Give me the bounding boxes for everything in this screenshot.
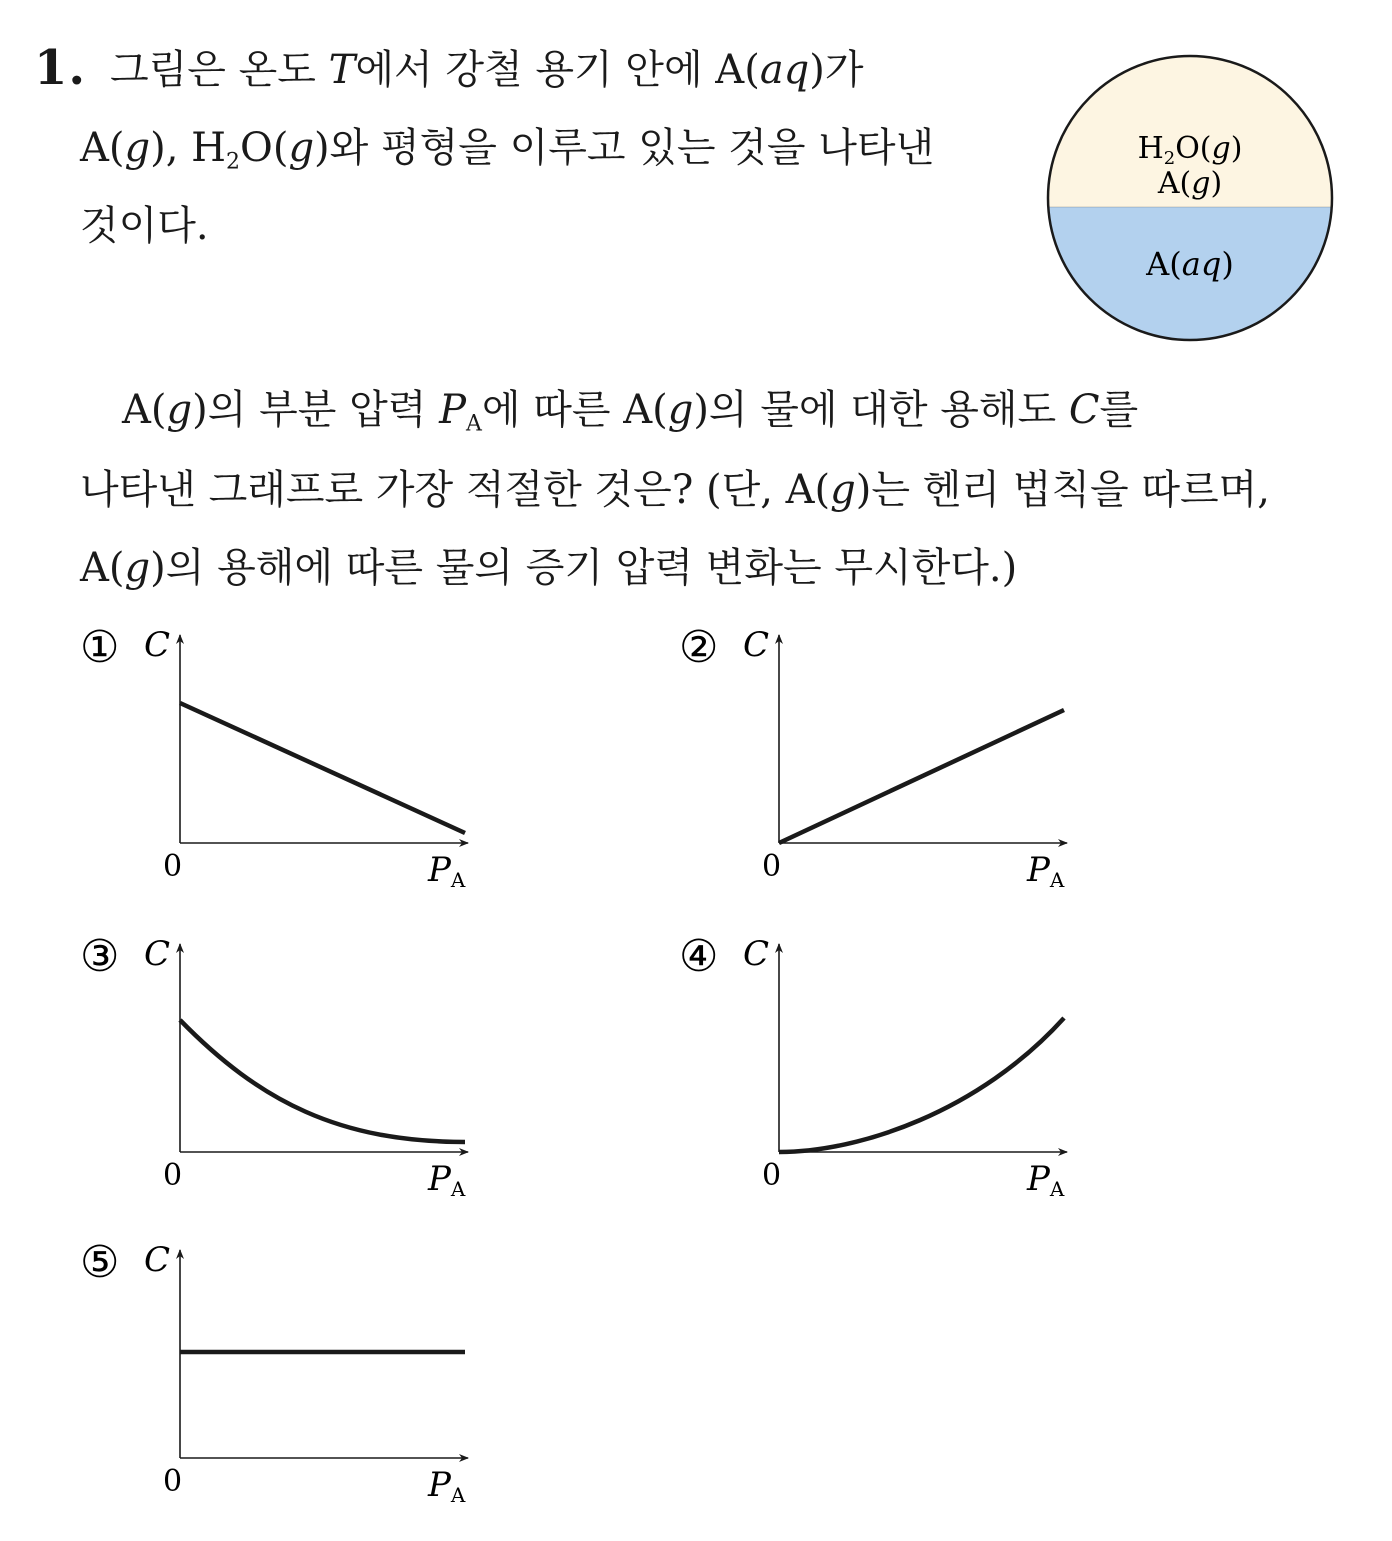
x-axis-label: PA [428,1465,466,1507]
answer-option-4[interactable] [679,931,1067,1201]
origin-label: 0 [163,1158,183,1193]
x-axis-label: PA [1027,850,1065,892]
x-axis-label: PA [428,850,466,892]
answer-option-2[interactable] [679,622,1067,892]
answer-option-5[interactable] [80,1237,468,1507]
solubility-curve [779,1018,1064,1152]
intro-line-3: 것이다. [80,203,209,249]
solubility-curve [779,710,1064,843]
y-axis-label: C [144,1240,171,1280]
option-number: ① [80,622,120,673]
prompt-line-1: A(g)의 부분 압력 $P_A$에 따른 A(g)의 물에 대한 용해도 C를 [122,387,1139,437]
y-axis-label: C [144,934,171,974]
solubility-curve [180,1020,465,1142]
option-number: ⑤ [80,1237,120,1288]
prompt-line-3: A(g)의 용해에 따른 물의 증기 압력 변화는 무시한다.) [80,545,1018,591]
gas-label-water: $H_2O(g)$ [1137,131,1243,169]
y-axis-label: C [743,625,770,665]
y-axis-label: C [144,625,171,665]
y-axis-label: C [743,934,770,974]
prompt-line-2: 나타낸 그래프로 가장 적절한 것은? (단, A(g)는 헨리 법칙을 따르며, [80,467,1270,513]
gas-label-a: A(g) [1157,166,1223,201]
answer-option-1[interactable] [80,622,468,892]
intro-line-1: 그림은 온도 T에서 강철 용기 안에 A(aq)가 [110,47,864,93]
option-number: ③ [80,931,120,982]
solubility-curve [180,703,465,833]
liquid-label: A(aq) [1146,245,1234,283]
x-axis-label: PA [1027,1159,1065,1201]
answer-option-3[interactable] [80,931,468,1201]
question-number: 1. [34,40,87,96]
origin-label: 0 [163,849,183,884]
option-number: ④ [679,931,719,982]
x-axis-label: PA [428,1159,466,1201]
origin-label: 0 [762,849,782,884]
intro-line-2: A(g), $H_2O(g)$와 평형을 이루고 있는 것을 나타낸 [80,125,935,175]
origin-label: 0 [762,1158,782,1193]
option-number: ② [679,622,719,673]
origin-label: 0 [163,1464,183,1499]
